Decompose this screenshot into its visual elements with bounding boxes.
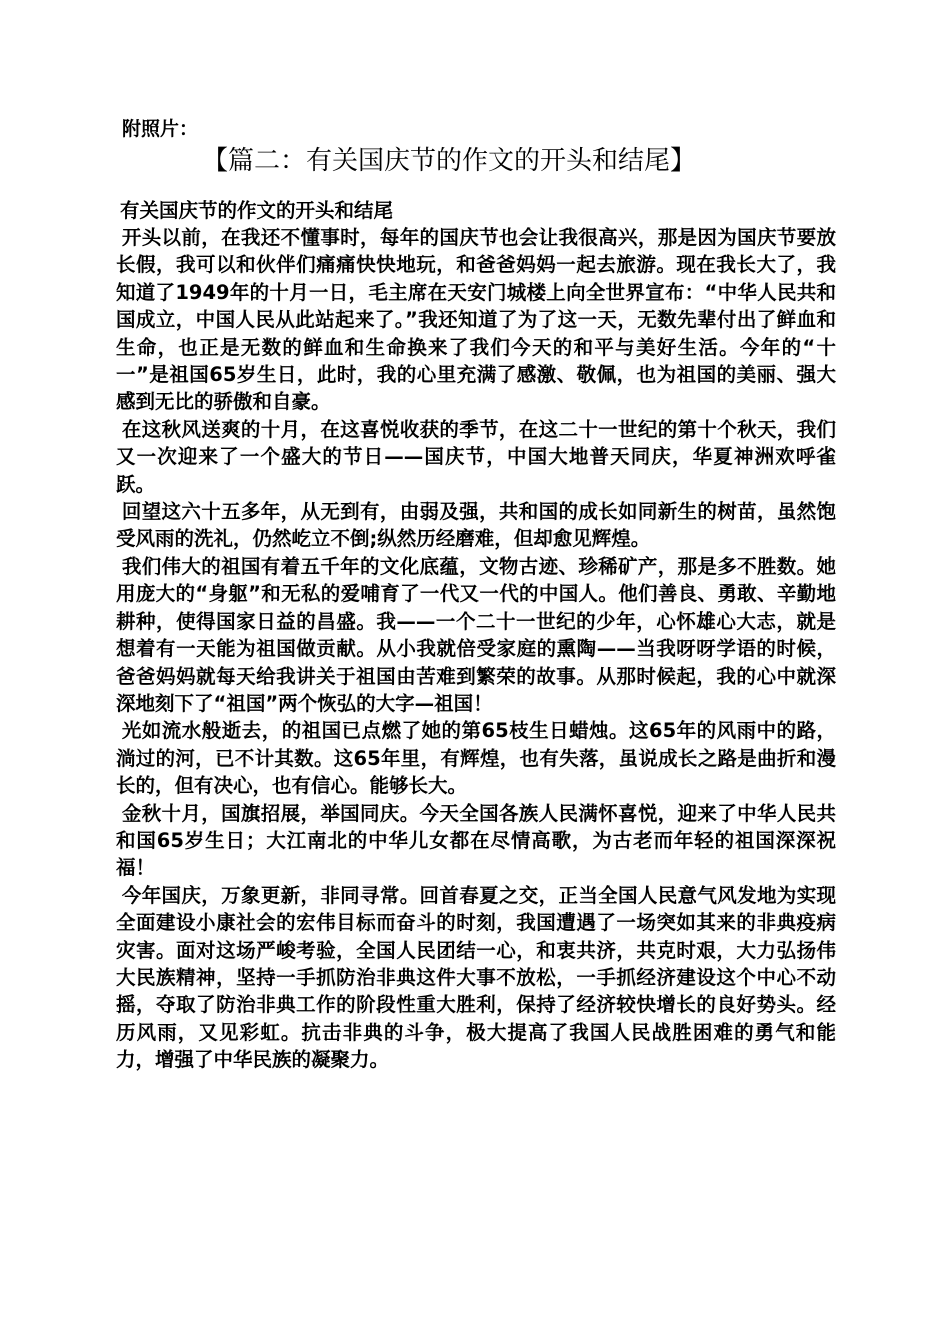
paragraph: 在这秋风送爽的十月，在这喜悦收获的季节，在这二十一世纪的第十个秋天，我们又一次迎来了一个盛大的节日——国庆节，中国大地普天同庆，华夏神洲欢呼雀跃。 [116, 417, 836, 496]
paragraph: 今年国庆，万象更新，非同寻常。回首春夏之交，正当全国人民意气风发地为实现全面建设小康社会的宏伟目标而奋斗的时刻，我国遭遇了一场突如其来的非典疫病灾害。面对这场严峻考验，全国人民团结一心，和衷共济，共克时艰，大力弘扬伟大民族精神，坚持一手抓防治非典这件大事不放松，一手抓经济建设这个中心不动摇，夺取了防治非典工作的阶段性重大胜利，保持了经济较快增长的良好势头。经历风雨，又见彩虹。抗击非典的斗争，极大提高了我国人民战胜困难的勇气和能力，增强了中华民族的凝聚力。 [116, 883, 836, 1072]
photo-attachment-label: 附照片： [122, 118, 199, 140]
document-title: 【篇二：有关国庆节的作文的开头和结尾】 [202, 146, 697, 176]
paragraph: 开头以前，在我还不懂事时，每年的国庆节也会让我很高兴，那是因为国庆节要放长假，我可以和伙伴们痛痛快快地玩，和爸爸妈妈一起去旅游。现在我长大了，我知道了1949年的十月一日，毛主席在天安门城楼上向全世界宣布：“中华人民共和国成立，中国人民从此站起来了。”我还知道了为了这一天，无数先辈付出了鲜血和生命，也正是无数的鲜血和生命换来了我们今天的和平与美好生活。今年的“十一”是祖国65岁生日，此时，我的心里充满了感激、敬佩，也为祖国的美丽、强大感到无比的骄傲和自豪。 [116, 226, 836, 414]
paragraph: 回望这六十五多年，从无到有，由弱及强，共和国的成长如同新生的树苗，虽然饱受风雨的洗礼，仍然屹立不倒;纵然历经磨难，但却愈见辉煌。 [116, 500, 836, 551]
paragraph: 我们伟大的祖国有着五千年的文化底蕴，文物古迹、珍稀矿产，那是多不胜数。她用庞大的“身躯”和无私的爱哺育了一代又一代的中国人。他们善良、勇敢、辛勤地耕种，使得国家日益的昌盛。我——一个二十一世纪的少年，心怀雄心大志，就是想着有一天能为祖国做贡献。从小我就倍受家庭的熏陶——当我呀呀学语的时候，爸爸妈妈就每天给我讲关于祖国由苦难到繁荣的故事。从那时候起，我的心中就深深地刻下了“祖国”两个恢弘的大字—祖国！ [116, 554, 836, 715]
essay-subtitle: 有关国庆节的作文的开头和结尾 [120, 199, 394, 222]
paragraph: 光如流水般逝去，的祖国已点燃了她的第65枝生日蜡烛。这65年的风雨中的路，淌过的河，已不计其数。这65年里，有辉煌，也有失落，虽说成长之路是曲折和漫长的，但有决心，也有信心。能够长大。 [116, 719, 836, 798]
paragraph: 金秋十月，国旗招展，举国同庆。今天全国各族人民满怀喜悦，迎来了中华人民共和国65岁生日；大江南北的中华儿女都在尽情高歌，为古老而年轻的祖国深深祝福！ [116, 801, 836, 880]
essay-body [116, 224, 836, 1074]
